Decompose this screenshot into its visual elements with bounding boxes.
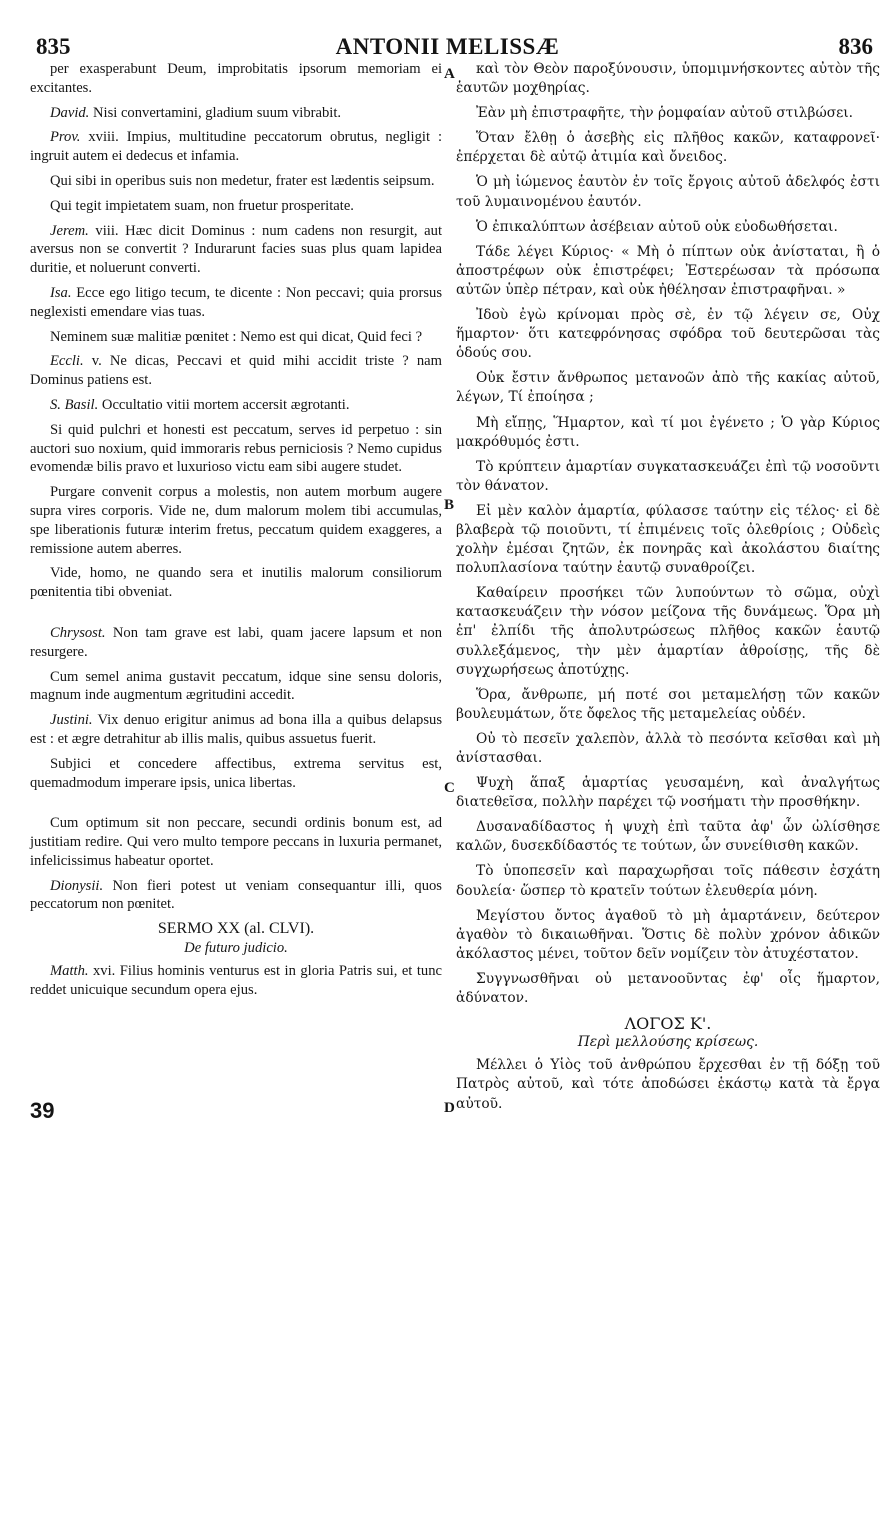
paragraph xyxy=(456,104,880,123)
paragraph xyxy=(456,129,880,167)
paragraph-text: Ὅρα, ἄνθρωπε, μή ποτέ σοι μεταμελήσῃ τῶν κακῶν βουλευμάτων, ὅτε ὄφελος τῆς μεταμελείας οὐδέν. xyxy=(456,686,880,722)
paragraph xyxy=(30,564,442,602)
paragraph xyxy=(456,218,880,237)
paragraph xyxy=(30,711,442,749)
paragraph-text: Purgare convenit corpus a molestis, non autem morbum augere supra vires corporis. Vide ne, dum malorum molem tibi accumulas, spe liberationis futuræ interim fretus, peccatum quidem exaggeres, a remissione autem aberres. xyxy=(30,484,442,557)
paragraph xyxy=(30,172,442,191)
greek-column xyxy=(456,60,880,1120)
paragraph-text: Vide, homo, ne quando sera et inutilis malorum consiliorum pœnitentia tibi obveniat. xyxy=(30,565,442,601)
source-attribution: David. xyxy=(50,104,90,121)
paragraph xyxy=(30,421,442,477)
paragraph xyxy=(30,128,442,166)
paragraph xyxy=(456,907,880,964)
paragraph xyxy=(456,458,880,496)
source-attribution: Jerem. xyxy=(50,222,89,239)
margin-letter-a: A xyxy=(444,66,455,82)
paragraph xyxy=(456,1056,880,1113)
source-attribution: Isa. xyxy=(50,284,72,301)
paragraph xyxy=(30,328,442,347)
paragraph-text: xviii. Impius, multitudine peccatorum obrutus, negligit : ingruit autem ei dedecus et infamia. xyxy=(30,129,442,165)
paragraph-text: Ὁ ἐπικαλύπτων ἀσέβειαν αὐτοῦ οὐκ εὐοδωθήσεται. xyxy=(476,218,838,235)
paragraph xyxy=(30,104,442,123)
paragraph-text: Δυσαναδίδαστος ἡ ψυχὴ ἐπὶ ταῦτα ἀφ' ὧν ὠλίσθησε καλῶν, δυσεκδίδαστός τε τούτων, ὧν συνείθισθη κακῶν. xyxy=(456,819,880,855)
paragraph xyxy=(456,369,880,407)
page-number-right: 836 xyxy=(838,34,873,59)
paragraph-text: Καθαίρειν προσήκει τῶν λυπούντων τὸ σῶμα, οὐχὶ κατασκευάζειν τὴν νόσον μείζονα τῆς δυνάμεως. Ὅρα μὴ ἐπ' ἐλπίδι τῆς ἀπολυτρώσεως πλῆθος κακῶν ἑαυτῷ συλλεξάμενος, τὴν μὲν ἁμαρτίαν ἀθροίσῃς, τῆς δὲ συγχωρήσεως ἀποτύχῃς. xyxy=(456,585,880,678)
running-title: ANTONII MELISSÆ xyxy=(335,34,560,59)
source-attribution: Eccli. xyxy=(50,353,84,370)
paragraph-text: Cum optimum sit non peccare, secundi ordinis bonum est, ad justitiam redire. Qui vero multo tempore peccans in luxuria permanet, infelicissimus habeatur oportet. xyxy=(30,815,442,869)
paragraph xyxy=(30,877,442,915)
paragraph xyxy=(30,755,442,793)
paragraph xyxy=(456,686,880,724)
paragraph-text: Συγγνωσθῆναι οὐ μετανοοῦντας ἐφ' οἷς ἥμαρτον, ἀδύνατον. xyxy=(456,970,880,1007)
paragraph-text: Ἰδοὺ ἐγὼ κρίνομαι πρὸς σὲ, ἐν τῷ λέγειν σε, Οὐχ ἥμαρτον· ὅτι κατεφρόνησας σφόδρα τοῦ δευτερῶσαι τὰς ὁδούς σου. xyxy=(456,307,880,362)
paragraph xyxy=(30,483,442,558)
source-attribution: Prov. xyxy=(50,129,81,146)
paragraph xyxy=(30,668,442,706)
paragraph xyxy=(30,284,442,322)
source-attribution: S. Basil. xyxy=(50,396,99,413)
paragraph xyxy=(456,414,880,452)
paragraph-text: v. Ne dicas, Peccavi et quid mihi accidit triste ? nam Dominus patiens est. xyxy=(30,353,442,389)
paragraph-text: Μέλλει ὁ Υἱὸς τοῦ ἀνθρώπου ἔρχεσθαι ἐν τῇ δόξῃ τοῦ Πατρὸς αὐτοῦ, καὶ τότε ἀποδώσει ἑκάστῳ κατὰ τὰ ἔργα αὐτοῦ. xyxy=(456,1057,880,1112)
source-attribution: Chrysost. xyxy=(50,624,106,641)
source-attribution: Matth. xyxy=(50,962,89,979)
margin-column-number: 39 xyxy=(30,1098,55,1123)
paragraph-text: per exasperabunt Deum, improbitatis ipsorum memoriam ei excitantes. xyxy=(30,61,442,96)
paragraph-text: Occultatio vitii mortem accersit ægrotanti. xyxy=(98,396,350,413)
paragraph xyxy=(30,60,442,98)
paragraph xyxy=(30,814,442,870)
paragraph xyxy=(456,584,880,679)
paragraph-text: Μεγίστου ὄντος ἀγαθοῦ τὸ μὴ ἁμαρτάνειν, δεύτερον ἀγαθὸν τὸ δικαιωθῆναι. Ὅστις δὲ πολὺν χρόνον ἀδικῶν ἀκόλαστος μένει, τοῦτον δεῖν νομίζειν τὸν ἀτυχέστατον. xyxy=(456,907,880,962)
paragraph-text: Ὁ μὴ ἰώμενος ἑαυτὸν ἐν τοῖς ἔργοις αὐτοῦ ἀδελφός ἐστι τοῦ λυμαινομένου ἑαυτόν. xyxy=(456,174,880,210)
paragraph-text: Μὴ εἴπῃς, Ἥμαρτον, καὶ τί μοι ἐγένετο ; Ὁ γὰρ Κύριος μακρόθυμός ἐστι. xyxy=(456,414,880,450)
latin-column xyxy=(30,60,442,1005)
paragraph-text: Ἐὰν μὴ ἐπιστραφῆτε, τὴν ῥομφαίαν αὐτοῦ στιλβώσει. xyxy=(476,105,854,122)
paragraph-text: xvi. Filius hominis venturus est in gloria Patris sui, et tunc reddet unicuique secundum opera ejus. xyxy=(30,962,442,998)
paragraph xyxy=(456,173,880,211)
paragraph xyxy=(30,396,442,415)
paragraph-text: Οὐκ ἔστιν ἄνθρωπος μετανοῶν ἀπὸ τῆς κακίας αὐτοῦ, λέγων, Τί ἐποίησα ; xyxy=(456,370,880,406)
paragraph xyxy=(456,306,880,363)
source-attribution: Dionysii. xyxy=(50,877,104,894)
paragraph xyxy=(456,60,880,98)
paragraph xyxy=(30,197,442,216)
paragraph xyxy=(456,970,880,1008)
paragraph-text: Neminem suæ malitiæ pœnitet : Nemo est qui dicat, Quid feci ? xyxy=(50,328,423,345)
paragraph xyxy=(30,624,442,662)
paragraph xyxy=(30,222,442,278)
paragraph xyxy=(456,502,880,578)
paragraph xyxy=(30,352,442,390)
paragraph-text: Ὅταν ἔλθῃ ὁ ἀσεβὴς εἰς πλῆθος κακῶν, καταφρονεῖ· ἐπέρχεται δὲ αὐτῷ ἀτιμία καὶ ὄνειδος. xyxy=(456,130,880,166)
paragraph xyxy=(456,774,880,812)
page-header xyxy=(0,8,895,68)
paragraph-text: Qui sibi in operibus suis non medetur, frater est lædentis seipsum. xyxy=(50,172,435,189)
paragraph-text: Non tam grave est labi, quam jacere lapsum et non resurgere. xyxy=(30,624,442,660)
page-number-left: 835 xyxy=(36,34,71,59)
margin-letter-b: B xyxy=(444,497,455,513)
paragraph-text: Nisi convertamini, gladium suum vibrabit. xyxy=(89,104,342,121)
paragraph-text: Subjici et concedere affectibus, extrema servitus est, quemadmodum imperare ipsis, unica libertas. xyxy=(30,755,442,791)
paragraph xyxy=(456,862,880,900)
paragraph-text: Vix denuo erigitur animus ad bona illa a quibus delapsus est : et ægre detrahitur ab illis malis, quibus assuetus fuerit. xyxy=(30,712,442,747)
paragraph xyxy=(456,730,880,768)
margin-letter-c: C xyxy=(444,780,455,796)
paragraph-text: Τὸ ὑποπεσεῖν καὶ παραχωρῆσαι τοῖς πάθεσιν ἐσχάτη δουλεία· ὥσπερ τὸ κρατεῖν τούτων ἐλευθερία μόνη. xyxy=(456,863,880,899)
paragraph-text: Τάδε λέγει Κύριος· « Μὴ ὁ πίπτων οὐκ ἀνίσταται, ἢ ὁ ἀποστρέφων οὐκ ἐπιστρέφει; Ἐστερέωσαν τὰ πρόσωπα αὐτῶν ὑπὲρ πέτραν, καὶ οὐκ ἠθέλησαν ἐπιστραφῆναι. » xyxy=(456,243,880,298)
paragraph-text: Non fieri potest ut veniam consequantur illi, quos peccatorum non pœnitet. xyxy=(30,877,442,913)
paragraph-text: viii. Hæc dicit Dominus : num cadens non resurgit, aut aversus non se convertit ? Indurarunt facies suas plus quam lapidea duritie, et noluerunt converti. xyxy=(30,222,442,277)
logos-heading: ΛΟΓΟΣ Κ'. xyxy=(624,1014,712,1034)
paragraph xyxy=(456,818,880,856)
paragraph-text: Εἰ μὲν καλὸν ἁμαρτία, φύλασσε ταύτην εἰς τέλος· εἰ δὲ βλαβερὰ τῷ ποιοῦντι, τί ἐπιμένεις τοῖς ὀλεθρίοις ; Οὐδεὶς χολὴν ἐμέσαι ζητῶν, ἐκ πονηρᾶς καὶ ἀκολάστου διαίτης πολυπλασίονα ταύτην ἑαυτῷ συναθροίζει. xyxy=(456,502,880,577)
paragraph-text: καὶ τὸν Θεὸν παροξύνουσιν, ὑπομιμνήσκοντες αὐτὸν τῆς ἑαυτῶν μοχθηρίας. xyxy=(456,61,880,97)
paragraph xyxy=(30,962,442,1000)
margin-letter-d: D xyxy=(444,1100,455,1116)
sermo-heading: SERMO XX (al. CLVI). xyxy=(157,920,315,938)
paragraph-text: Ecce ego litigo tecum, te dicente : Non peccavi; quia prorsus neglexisti emendare vias tuas. xyxy=(30,284,442,320)
paragraph-text: Si quid pulchri et honesti est peccatum, serves id perpetuo : sin auctori suo noxium, quid immoraris rebus perniciosis ? Nemo cupidus evomendæ bilis pravo et luxurioso victu eam sibi augere studet. xyxy=(30,421,442,476)
logos-subheading: Περὶ μελλούσης κρίσεως. xyxy=(577,1034,759,1051)
paragraph-text: Cum semel anima gustavit peccatum, idque sine sensu doloris, magnum inde augmentum ægritudini accedit. xyxy=(30,668,442,704)
sermo-subheading: De futuro judicio. xyxy=(184,940,288,957)
paragraph-text: Οὐ τὸ πεσεῖν χαλεπὸν, ἀλλὰ τὸ πεσόντα κεῖσθαι καὶ μὴ ἀνίστασθαι. xyxy=(456,730,880,766)
paragraph-text: Qui tegit impietatem suam, non fruetur prosperitate. xyxy=(50,197,354,214)
paragraph-text: Ψυχὴ ἅπαξ ἁμαρτίας γευσαμένη, καὶ ἀναλγήτως διατεθεῖσα, πολλὴν παρέχει τῷ νοσήματι τὴν προσθήκην. xyxy=(456,775,880,811)
paragraph-text: Τὸ κρύπτειν ἁμαρτίαν συγκατασκευάζει ἐπὶ τῷ νοσοῦντι τὸν θάνατον. xyxy=(456,458,880,494)
source-attribution: Justini. xyxy=(50,712,93,729)
paragraph xyxy=(456,243,880,300)
